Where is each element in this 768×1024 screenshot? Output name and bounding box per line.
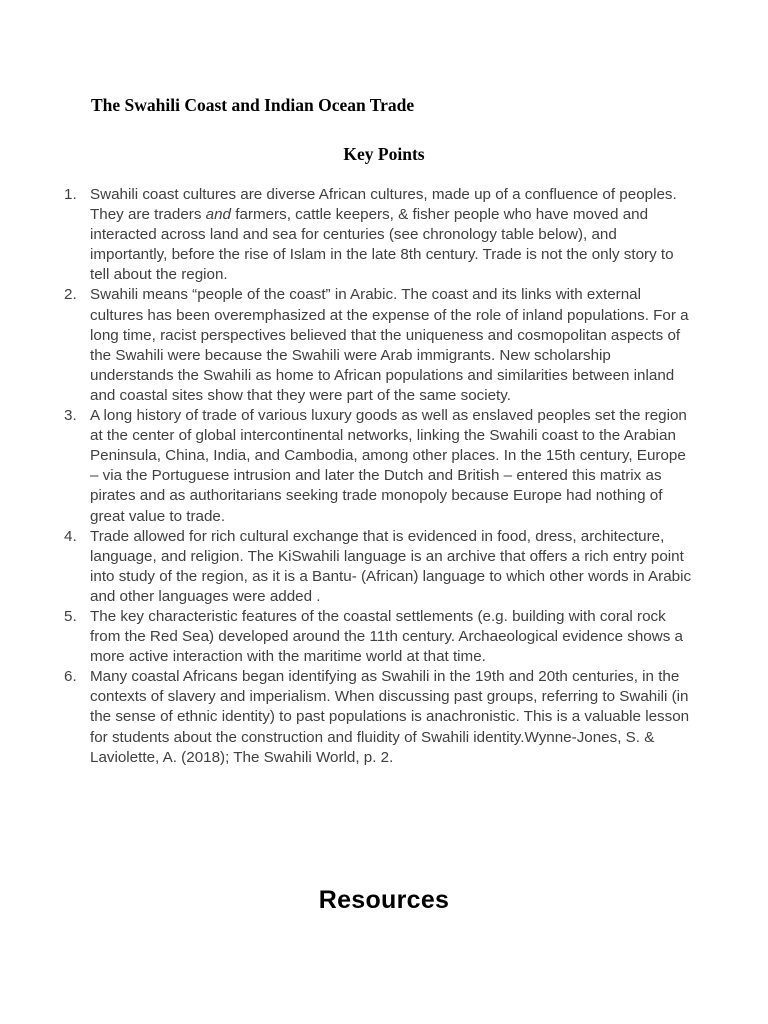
list-item-text: Trade allowed for rich cultural exchange that is evidenced in food, dress, architecture, language, and religion. The KiSwahili language is an archive that offers a rich entry point into study of the region, as it is a Bantu- (African) language to which other words in Arabic and other languages were added . [90,527,692,605]
list-item [64,527,694,607]
list-item-number: 5. [64,607,77,625]
list-item-text: Swahili means “people of the coast” in Arabic. The coast and its links with external cultures has been overemphasized at the expense of the role of inland populations. For a long time, racist perspectives believed that the uniqueness and cosmopolitan aspects of the Swahili were because the Swahili were Arab immigrants. New scholarship understands the Swahili as home to African populations and similarities between inland and coastal sites show that they were part of the same society. [90,286,689,404]
list-item-text: Many coastal Africans began identifying as Swahili in the 19th and 20th centuries, in the contexts of slavery and imperialism. When discussing past groups, referring to Swahili (in the sense of ethnic identity) to past populations is anachronistic. This is a valuable lesson for students about the construction and fluidity of Swahili identity.Wynne-Jones, S. & Laviolette, A. (2018); The Swahili World, p. 2. [90,668,690,766]
list-item [64,607,694,667]
list-item-number: 6. [64,668,77,686]
key-points-heading: Key Points [343,144,425,164]
list-item-number: 2. [64,286,77,304]
list-item [64,185,694,285]
list-item [64,406,694,527]
list-item-number: 1. [64,186,77,203]
emphasis-text: and [205,206,231,224]
list-item-text: The key characteristic features of the coastal settlements (e.g. building with coral rock from the Red Sea) developed around the 11th century. Archaeological evidence shows a more active interaction with the maritime world at that time. [90,607,683,666]
list-item-text: Swahili coast cultures are diverse African cultures, made up of a confluence of peoples. They are traders and farmers, cattle keepers, & fisher people who have moved and interacted across land and sea for centuries (see chronology table below), and importantly, before the rise of Islam in the late 8th century. Trade is not the only story to tell about the region. [90,186,677,284]
key-points-list [64,185,694,768]
list-item [64,285,694,406]
list-item [64,667,694,767]
list-item-text: A long history of trade of various luxury goods as well as enslaved peoples set the region at the center of global intercontinental networks, linking the Swahili coast to the Arabian Peninsula, China, India, and Cambodia, among other places. In the 15th century, Europe – via the Portuguese intrusion and later the Dutch and British – entered this matrix as pirates and as authoritarians seeking trade monopoly because Europe had nothing of great value to trade. [90,407,687,525]
resources-heading: Resources [318,886,450,914]
list-item-number: 4. [64,527,77,545]
list-item-number: 3. [64,407,77,425]
document-title: The Swahili Coast and Indian Ocean Trade [91,95,415,115]
